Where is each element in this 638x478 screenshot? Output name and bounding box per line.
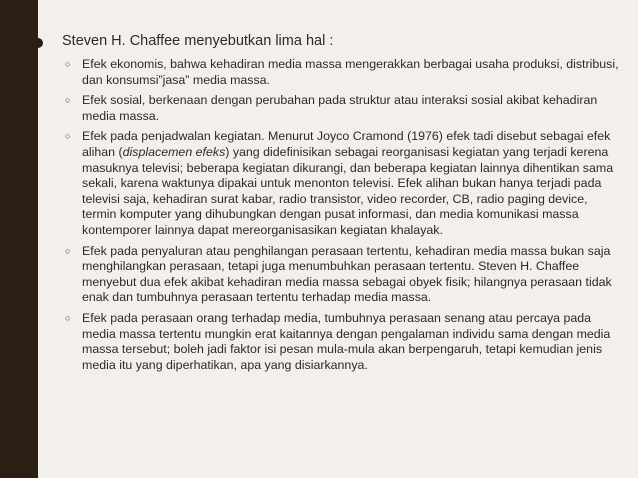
item-text: Efek ekonomis, bahwa kehadiran media massa mengerakkan berbagai usaha produksi, distribusi, dan konsumsi”jasa” media massa. (82, 57, 619, 87)
circle-bullet-icon: ○ (65, 131, 71, 142)
slide-heading: Steven H. Chaffee menyebutkan lima hal : (62, 33, 334, 49)
circle-bullet-icon: ○ (65, 245, 71, 256)
list-item (62, 57, 622, 88)
main-bullet-dot (33, 38, 43, 48)
slide-content (62, 32, 622, 378)
item-italic-term: displacemen efeks (122, 144, 226, 159)
item-text-continued: ) yang didefinisikan sebagai reorganisasi kegiatan yang terjadi kerena masuknya televisi; beberapa kegiatan dikurangi, dan beberapa kegiatan lainnya dihentikan sama sekali, karena waktunya dipakai untuk menonton televisi. Efek alihan bukan hanya terjadi pada televisi saja, kehadiran surat kabar, radio transistor, video recorder, CB, radio paging device, termin komputer yang dihubungkan dengan pusat informasi, dan media komunikasi massa kontemporer lainnya dapat mereorganisasikan kegiatan khalayak. (82, 144, 614, 237)
item-text: Efek pada penjadwalan kegiatan. Menurut Joyco Cramond (1976) efek tadi disebut sebagai efek alihan ( (82, 129, 611, 159)
circle-bullet-icon: ○ (65, 95, 71, 106)
circle-bullet-icon: ○ (65, 312, 71, 323)
list-item (62, 129, 622, 238)
item-text: Efek pada penyaluran atau penghilangan perasaan tertentu, kehadiran media massa bukan saja menghilangkan perasaan, tetapi juga menumbuhkan perasaan tertentu. Steven H. Chaffee menyebut dua efek akibat kehadiran media massa sebagai obyek fisik; hilangnya perasaan tidak enak dan tumbuhnya perasaan tertentu terhadap media massa. (82, 243, 612, 305)
sidebar-stripe (0, 0, 38, 478)
item-text: Efek sosial, berkenaan dengan perubahan pada struktur atau interaksi sosial akibat kehadiran media massa. (82, 93, 598, 123)
circle-bullet-icon: ○ (65, 59, 71, 69)
sub-bullet-list (62, 57, 622, 373)
item-text: Efek pada perasaan orang terhadap media, tumbuhnya perasaan senang atau percaya pada media massa tertentu mungkin erat kaitannya dengan pengalaman individu sama dengan media massa tersebut; boleh jadi faktor isi pesan mula-mula akan berpengaruh, tetapi kemudian jenis media itu yang diperhatikan, apa yang disiarkannya. (82, 310, 611, 372)
list-item (62, 244, 622, 306)
list-item (62, 93, 622, 124)
list-item (62, 311, 622, 373)
